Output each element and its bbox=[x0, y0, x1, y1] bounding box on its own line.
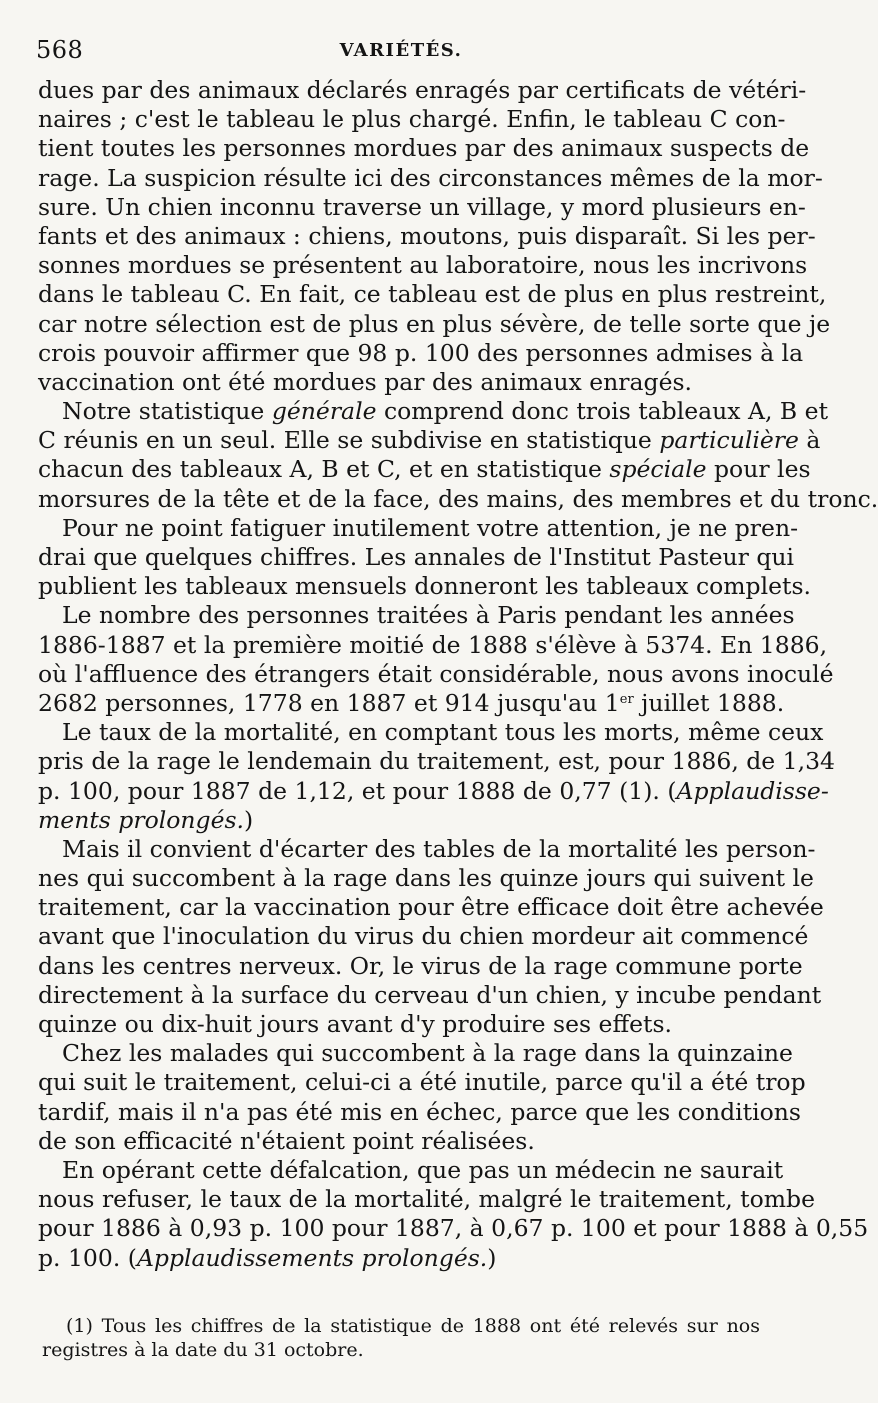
text-line: Le nombre des personnes traitées à Paris pendant les années bbox=[62, 601, 795, 630]
text-line: sure. Un chien inconnu traverse un village, y mord plusieurs en- bbox=[38, 192, 806, 221]
text-segment: 2682 personnes, 1778 en 1887 et 914 jusqu'au 1 bbox=[38, 688, 620, 717]
text-line bbox=[38, 806, 764, 835]
text-line: 1886-1887 et la première moitié de 1888 s'élève à 5374. En 1886, bbox=[38, 630, 828, 659]
footnote bbox=[42, 1314, 760, 1362]
text-line: drai que quelques chiffres. Les annales de l'Institut Pasteur qui bbox=[38, 543, 795, 571]
emphasis-particular: particulière bbox=[659, 426, 799, 455]
text-line: traitement, car la vaccination pour être efficace doit être achevée bbox=[38, 893, 824, 922]
text-line: crois pouvoir affirmer que 98 p. 100 des personnes admises à la bbox=[38, 338, 804, 367]
emphasis-applause: Applaudisse- bbox=[676, 776, 829, 805]
page-header bbox=[36, 36, 766, 72]
text-line: sonnes mordues se présentent au laboratoire, nous les incrivons bbox=[38, 251, 808, 280]
text-line: pris de la rage le lendemain du traitement, est, pour 1886, de 1,34 bbox=[38, 747, 836, 776]
text-line: Mais il convient d'écarter des tables de la mortalité les person- bbox=[62, 834, 816, 863]
text-line: avant que l'inoculation du virus du chien mordeur ait commencé bbox=[38, 922, 809, 951]
text-line: pour 1886 à 0,93 p. 100 pour 1887, à 0,67 p. 100 et pour 1888 à 0,55 bbox=[38, 1214, 869, 1243]
emphasis-special: spéciale bbox=[609, 455, 707, 484]
text-line: vaccination ont été mordues par des animaux enragés. bbox=[38, 367, 693, 396]
text-line: En opérant cette défalcation, que pas un médecin ne saurait bbox=[62, 1155, 784, 1184]
text-line: dans les centres nerveux. Or, le virus de la rage commune porte bbox=[38, 951, 803, 980]
text-line bbox=[38, 426, 821, 455]
emphasis-applause: ments prolongés. bbox=[38, 805, 245, 834]
superscript-er: er bbox=[619, 691, 634, 707]
text-segment: C réunis en un seul. Elle se subdivise en statistique bbox=[38, 426, 660, 455]
text-segment: chacun des tableaux A, B et C, et en statistique bbox=[38, 455, 610, 484]
text-segment: juillet 1888. bbox=[633, 688, 785, 717]
text-line: quinze ou dix-huit jours avant d'y produire ses effets. bbox=[38, 1010, 673, 1038]
body-text bbox=[38, 76, 878, 1273]
page-number: 568 bbox=[36, 36, 84, 64]
emphasis-applause: Applaudissements prolongés. bbox=[136, 1243, 488, 1272]
text-line: publient les tableaux mensuels donneront les tableaux complets. bbox=[38, 572, 811, 601]
text-line: car notre sélection est de plus en plus sévère, de telle sorte que je bbox=[38, 309, 831, 338]
text-line: où l'affluence des étrangers était considérable, nous avons inoculé bbox=[38, 659, 834, 688]
text-segment: pour les bbox=[706, 455, 811, 484]
running-head: VARIÉTÉS. bbox=[339, 40, 463, 61]
text-segment: p. 100, pour 1887 de 1,12, et pour 1888 de 0,77 (1). ( bbox=[38, 776, 677, 805]
text-line: dans le tableau C. En fait, ce tableau est de plus en plus restreint, bbox=[38, 280, 827, 309]
text-segment: ) bbox=[487, 1243, 497, 1272]
text-segment: Notre statistique bbox=[62, 397, 272, 426]
text-line bbox=[38, 688, 785, 718]
emphasis-general: générale bbox=[271, 397, 377, 426]
text-line: morsures de la tête et de la face, des mains, des membres et du tronc. bbox=[38, 484, 878, 513]
text-line: nes qui succombent à la rage dans les quinze jours qui suivent le bbox=[38, 864, 814, 893]
text-segment: à bbox=[798, 426, 821, 455]
footnote-line: registres à la date du 31 octobre. bbox=[42, 1339, 364, 1361]
text-line bbox=[38, 1244, 764, 1273]
text-line: Pour ne point fatiguer inutilement votre attention, je ne pren- bbox=[62, 513, 799, 542]
text-segment: ) bbox=[244, 805, 254, 834]
text-line: dues par des animaux déclarés enragés par certificats de vétéri- bbox=[38, 76, 807, 104]
text-line: qui suit le traitement, celui-ci a été inutile, parce qu'il a été trop bbox=[38, 1068, 806, 1097]
text-line: tient toutes les personnes mordues par des animaux suspects de bbox=[38, 134, 810, 163]
text-line: rage. La suspicion résulte ici des circonstances mêmes de la mor- bbox=[38, 163, 823, 192]
text-line: de son efficacité n'étaient point réalisées. bbox=[38, 1126, 535, 1155]
text-line: nous refuser, le taux de la mortalité, malgré le traitement, tombe bbox=[38, 1185, 815, 1214]
text-line bbox=[38, 397, 829, 426]
text-line: Chez les malades qui succombent à la rage dans la quinzaine bbox=[62, 1039, 793, 1068]
text-line bbox=[38, 776, 829, 806]
text-segment: p. 100. ( bbox=[38, 1243, 137, 1272]
text-segment: comprend donc trois tableaux A, B et bbox=[376, 397, 829, 426]
text-line: directement à la surface du cerveau d'un chien, y incube pendant bbox=[38, 980, 822, 1009]
text-line: tardif, mais il n'a pas été mis en échec, parce que les conditions bbox=[38, 1097, 801, 1126]
footnote-line: (1) Tous les chiffres de la statistique de 1888 ont été relevés sur nos bbox=[66, 1315, 760, 1337]
text-line: Le taux de la mortalité, en comptant tous les morts, même ceux bbox=[62, 718, 824, 747]
text-line: naires ; c'est le tableau le plus chargé. Enfin, le tableau C con- bbox=[38, 105, 786, 134]
text-line bbox=[38, 455, 811, 484]
text-line: fants et des animaux : chiens, moutons, puis disparaît. Si les per- bbox=[38, 221, 816, 250]
